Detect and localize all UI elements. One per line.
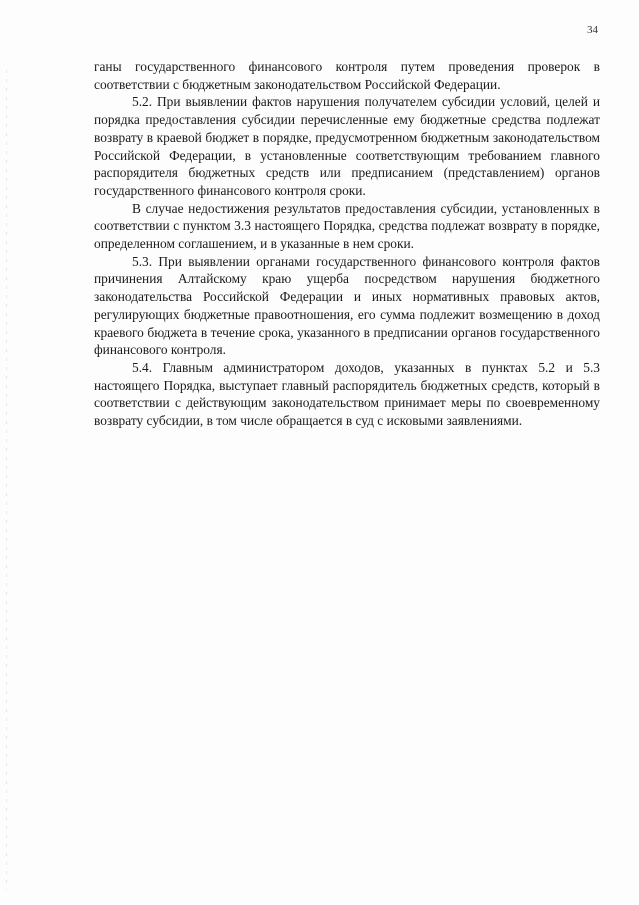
paragraph-results-shortfall: В случае недостижения результатов предоставления субсидии, установленных в соответствии с пунктом 3.3 настоящего Порядка, средства подлежат возврату в порядке, определенном соглашением, и в указанные в нем сроки. — [94, 200, 600, 252]
page-number: 34 — [587, 24, 598, 36]
scan-edge-artifact — [6, 70, 7, 890]
document-body — [94, 58, 600, 430]
paragraph-continuation: ганы государственного финансового контроля путем проведения проверок в соответствии с бюджетным законодательством Российской Федерации. — [94, 59, 600, 92]
paragraph-5-4: 5.4. Главным администратором доходов, указанных в пунктах 5.2 и 5.3 настоящего Порядка, выступает главный распорядитель бюджетных средств, который в соответствии с действующим законодательством принимает меры по своевременному возврату субсидии, в том числе обращается в суд с исковыми заявлениями. — [94, 359, 600, 429]
paragraph-5-2: 5.2. При выявлении фактов нарушения получателем субсидии условий, целей и порядка предоставления субсидии перечисленные ему бюджетные средства подлежат возврату в краевой бюджет в порядке, предусмотренном бюджетным законодательством Российской Федерации, в установленные соответствующим требованием главного распорядителя бюджетных средств или предписанием (представлением) органов государственного финансового контроля сроки. — [94, 94, 600, 198]
paragraph-5-3: 5.3. При выявлении органами государственного финансового контроля фактов причинения Алтайскому краю ущерба посредством нарушения бюджетного законодательства Российской Федерации и иных нормативных правовых актов, регулирующих бюджетные правоотношения, его сумма подлежит возмещению в доход краевого бюджета в течение срока, указанного в предписании органов государственного финансового контроля. — [94, 253, 600, 358]
